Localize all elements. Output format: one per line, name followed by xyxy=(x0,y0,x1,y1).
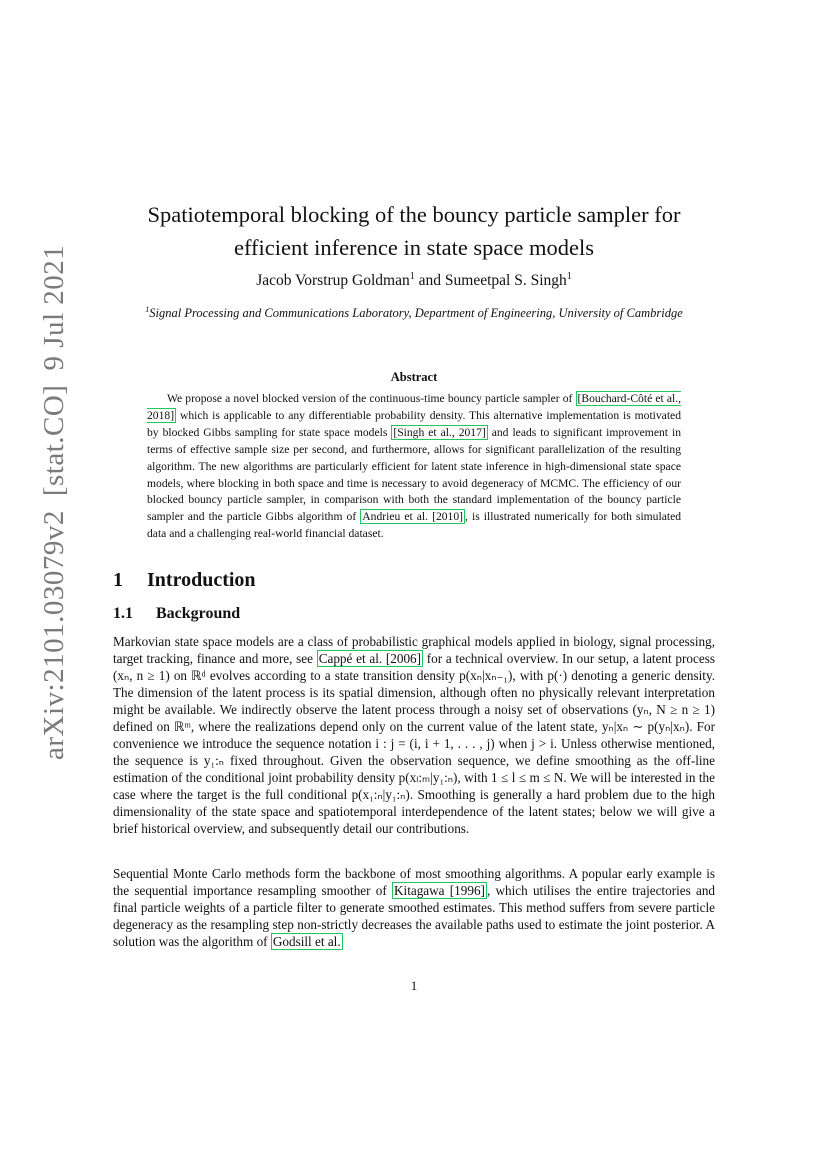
author-2: Sumeetpal S. Singh xyxy=(444,272,567,289)
abstract-text: which is applicable to any differentiable probability density. This alternative implementation is motivated by blocked Gibbs sampling for state space models xyxy=(147,408,681,439)
paragraph-text: Sequential Monte Carlo methods form the backbone of most smoothing algorithms. A popular early example is the sequential importance resampling smoother of xyxy=(113,866,715,898)
arxiv-date: 9 Jul 2021 xyxy=(38,244,70,371)
abstract-text: , is illustrated numerically for both simulated data and a challenging real-world financial dataset. xyxy=(147,510,682,541)
authors xyxy=(100,272,728,290)
abstract-heading: Abstract xyxy=(390,370,438,384)
citation-link[interactable]: [Bouchard-Côté et al., 2018] xyxy=(147,392,681,422)
citation-link[interactable]: Kitagawa [1996] xyxy=(394,883,485,898)
subsection-number: 1.1 xyxy=(113,605,133,622)
title-line-2: efficient inference in state space models xyxy=(233,235,595,260)
affiliation-text: Signal Processing and Communications Laboratory, Department of Engineering, University of Cambridge xyxy=(149,306,683,320)
citation-link[interactable]: Godsill et al. xyxy=(272,934,341,949)
author-2-affil-mark: 1 xyxy=(566,270,572,282)
paper-title xyxy=(100,198,728,264)
body-paragraph-1 xyxy=(113,633,715,837)
paragraph-text: for a technical overview. In our setup, a latent process (xₙ, n ≥ 1) on ℝᵈ evolves according to a state transition density p(xₙ|xₙ₋₁), with p(·) denoting a generic density. The dimension of the latent process is its spatial dimension, although often no physically relevant interpretation might be available. We indirectly observe the latent process through a noisy set of observations (yₙ, N ≥ n ≥ 1) defined on ℝᵐ, where the realizations depend only on the current value of the latent state, yₙ|xₙ ∼ p(yₙ|xₙ). For convenience we introduce the sequence notation i : j = (i, i + 1, . . . , j) when j > i. Unless otherwise mentioned, the sequence is y₁:ₙ fixed throughout. Given the observation sequence, we define smoothing as the off-line estimation of the conditional joint probability density p(xₗ:ₘ|y₁:ₙ), with 1 ≤ l ≤ m ≤ N. We will be interested in the case where the target is the full conditional p(x₁:ₙ|y₁:ₙ). Smoothing is generally a hard problem due to the high dimensionality of the state space and spatiotemporal interdependence of the latent states; below we will give a brief historical overview, and subsequently detail our contributions. xyxy=(113,651,715,836)
author-1-affil-mark: 1 xyxy=(409,270,415,282)
section-title: Introduction xyxy=(147,569,256,591)
arxiv-category: [stat.CO] xyxy=(38,384,70,497)
paragraph-text: Markovian state space models are a class of probabilistic graphical models applied in biology, signal processing, target tracking, finance and more, see xyxy=(113,634,715,666)
page-number: 1 xyxy=(410,978,418,993)
subsection-heading xyxy=(113,605,240,623)
arxiv-stamp xyxy=(38,245,71,760)
abstract-body xyxy=(147,391,681,543)
affiliation xyxy=(100,306,728,321)
abstract-text: and leads to significant improvement in terms of effective sample size per second, and furthermore, allows for significant parallelization of the resulting algorithm. The new algorithms are particularly efficient for latent state inference in high-dimensional state space models, where blocking in both space and time is necessary to avoid degeneracy of MCMC. The efficiency of our blocked bouncy particle sampler, in comparison with both the standard implementation of the bouncy particle sampler and the particle Gibbs algorithm of xyxy=(147,425,681,524)
title-line-1: Spatiotemporal blocking of the bouncy particle sampler for xyxy=(147,202,681,227)
author-1: Jacob Vorstrup Goldman xyxy=(256,272,410,289)
body-paragraph-2 xyxy=(113,865,715,950)
authors-and: and xyxy=(418,272,442,289)
affiliation-mark: 1 xyxy=(145,304,150,314)
paragraph-text: , which utilises the entire trajectories and final particle weights of a particle filter to generate smoothed estimates. This method suffers from severe particle degeneracy as the resampling step non-strictly decreases the available paths used to estimate the joint posterior. A solution was the algorithm of xyxy=(113,883,716,949)
subsection-title: Background xyxy=(156,605,241,622)
citation-link[interactable]: Andrieu et al. [2010] xyxy=(362,510,464,524)
citation-link[interactable]: [Singh et al., 2017] xyxy=(393,425,486,439)
section-number: 1 xyxy=(113,569,123,591)
section-heading xyxy=(113,569,256,592)
citation-link[interactable]: Cappé et al. [2006] xyxy=(318,651,422,666)
abstract-text: We propose a novel blocked version of the continuous-time bouncy particle sampler of xyxy=(167,392,576,405)
arxiv-id[interactable]: arXiv:2101.03079v2 xyxy=(38,510,70,760)
